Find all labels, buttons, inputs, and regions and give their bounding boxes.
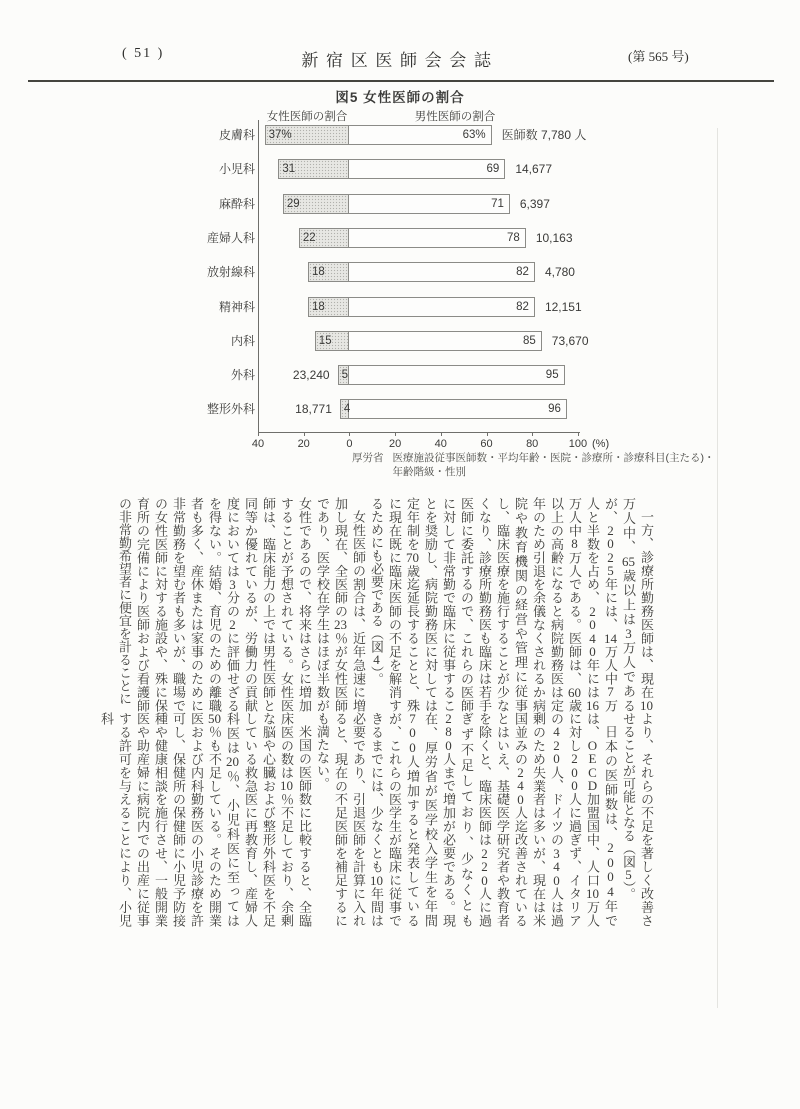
category-label: 産婦人科	[206, 231, 255, 245]
chart-source-note	[352, 451, 715, 479]
male-value-label: 95	[545, 369, 559, 381]
article-paragraph: 米国の医師数に比較すると、全臨床医の数は10％不足しており、余剰な脳や心臓および整形外科医を不足している救急医に再教育し、産婦人科医は20％、小児科医に至っては50％も不足している。そのため開業医および内科勤務医の小児診療を許可し、保健所の保健師に小児予防接種や健康相談を施行させ、一般開業医や助産婦に病院内での出産に従事する許可を与えることにより、小児科	[99, 712, 312, 928]
female-value-label: 29	[286, 198, 300, 210]
article-paragraph: より、それらの不足を著しく改善させることが可能となる（図5）。	[621, 712, 654, 927]
male-value-label: 63%	[462, 129, 486, 141]
x-axis-unit-label: (%)	[592, 438, 610, 450]
female-value-label: 4	[343, 403, 351, 415]
category-label: 麻酔科	[218, 197, 255, 211]
source-organization: 厚労省	[352, 452, 384, 464]
category-label: 外科	[230, 368, 255, 382]
doctor-count-label: 23,240	[292, 368, 330, 382]
x-tick	[349, 432, 350, 436]
x-tick	[578, 432, 579, 436]
figure5-chart	[0, 0, 800, 500]
legend-male-label: 男性医師の割合	[414, 111, 496, 123]
x-tick	[532, 432, 533, 436]
chart-title: 図5 女性医師の割合	[335, 90, 465, 105]
y-axis-line	[258, 120, 259, 432]
male-value-label: 78	[507, 232, 520, 244]
legend-female-label: 女性医師の割合	[266, 111, 348, 123]
category-label: 小児科	[218, 162, 255, 176]
x-tick-label: 40	[434, 438, 447, 450]
doctor-count-label: 6,397	[519, 197, 550, 211]
male-value-label: 69	[486, 163, 500, 175]
female-value-label: 15	[318, 335, 332, 347]
female-value-label: 31	[282, 163, 296, 175]
male-value-label: 96	[548, 403, 561, 415]
article-paragraph: 日本の医師数は、2004年では、OECD加盟国中、人口10万人に対し200人に過ぎず、イタリアの420人、ドイツの340人は過剰のため失業者は多いが、現在は米国並みの240人迄改善されているとはいえ、基礎医学研究者や教育者を除くと、臨床医師は220人に過ぎず不足しており、少なくとも280人まで増加が必要である。現在、厚労省が医学校入学生を年間700人増加すると発表しているが、これらの医学生が臨床に従事できるまでには、少なくとも10年間は必要であり、引退医師を計算に入れると、現在の不足医師を補足するにも満たない。	[315, 712, 618, 927]
x-tick-label: 40	[251, 438, 265, 450]
male-value-label: 82	[516, 301, 529, 313]
female-value-label: 37%	[268, 129, 292, 141]
header-page-number: ( 51 )	[122, 46, 165, 61]
x-tick-label: 100	[568, 438, 588, 450]
header-issue-number: (第 565 号)	[628, 49, 689, 64]
category-label: 放射線科	[206, 265, 255, 279]
doctor-count-label: 12,151	[544, 300, 582, 314]
x-tick	[441, 432, 442, 436]
x-tick	[304, 432, 305, 436]
male-value-label: 82	[516, 266, 529, 278]
x-tick-label: 20	[388, 438, 402, 450]
source-line2: 年齢階級・性別	[392, 466, 466, 478]
x-tick-label: 0	[346, 438, 353, 450]
doctor-count-label: 14,677	[515, 162, 553, 176]
x-tick-label: 80	[526, 438, 539, 450]
female-value-label: 18	[311, 266, 325, 278]
category-label: 内科	[230, 334, 255, 348]
article-paragraph: 一方、診療所勤務医師は、現在10万人中、65歳以上は3万人であるが、2025年には、14万人中7万人と半数を占め、2040年には16万人中8万人である。医師は、60歳以上の高齢になると病院勤務医は定年のため引退を余儀なくされるか病院や教育機関の経営や管理に従事し、臨床医療を施行することが少なくなり、診療所勤務医も臨床は若手医師に委託するので、これらの医師に対して非常勤で臨床に従事することを奨励し、病院勤務医に対しては定年制を70歳迄延長することと、殊に現在既に臨床医師の不足を解消するためにも必要である（図4）。	[369, 497, 654, 712]
male-value-label: 85	[523, 335, 536, 347]
article-paragraph: 女性医師の割合は、近年急速に増加し現在、全医師の23％が女性医師であり、医学校在学生はほぼ半数が女性であるので、将来はさらに増加することが予想されている。女性医師は、臨床能力の上では男性医師と同等か優れているが、労働力の貢献度においては3分の2に評価せざるを得ない。結婚、育児のための離職者も多く、産休または家事のために非常勤務を望む者も多いが、職場での女性医師に対する施設や、殊に保育所の完備により医師および看護師の非常勤希望者に便宜を計ることに	[117, 497, 366, 712]
source-text	[393, 451, 715, 479]
x-tick-label: 20	[297, 438, 310, 450]
article-upper-band	[115, 497, 655, 712]
male-value-label: 71	[491, 198, 504, 210]
category-label: 皮膚科	[218, 128, 255, 142]
female-value-label: 22	[302, 232, 316, 244]
x-tick	[487, 432, 488, 436]
doctor-count-label: 10,163	[535, 231, 573, 245]
x-tick	[258, 432, 259, 436]
source-line1: 医療施設従事医師数・平均年齢・医院・診療所・診療科目(主たる)・	[392, 452, 715, 464]
article-lower-band	[97, 712, 655, 927]
scan-fold-line	[717, 128, 718, 1008]
journal-title: 新宿区医師会会誌	[301, 51, 499, 70]
x-tick-label: 60	[480, 438, 493, 450]
female-value-label: 18	[311, 301, 325, 313]
female-value-label: 5	[341, 369, 348, 381]
doctor-count-label: 18,771	[295, 402, 332, 416]
doctor-count-label: 4,780	[544, 265, 575, 279]
x-tick	[395, 432, 396, 436]
category-label: 整形外科	[206, 402, 255, 416]
doctor-count-label: 73,670	[551, 334, 589, 348]
doctor-count-label: 医師数 7,780 人	[501, 128, 587, 142]
category-label: 精神科	[218, 300, 255, 314]
